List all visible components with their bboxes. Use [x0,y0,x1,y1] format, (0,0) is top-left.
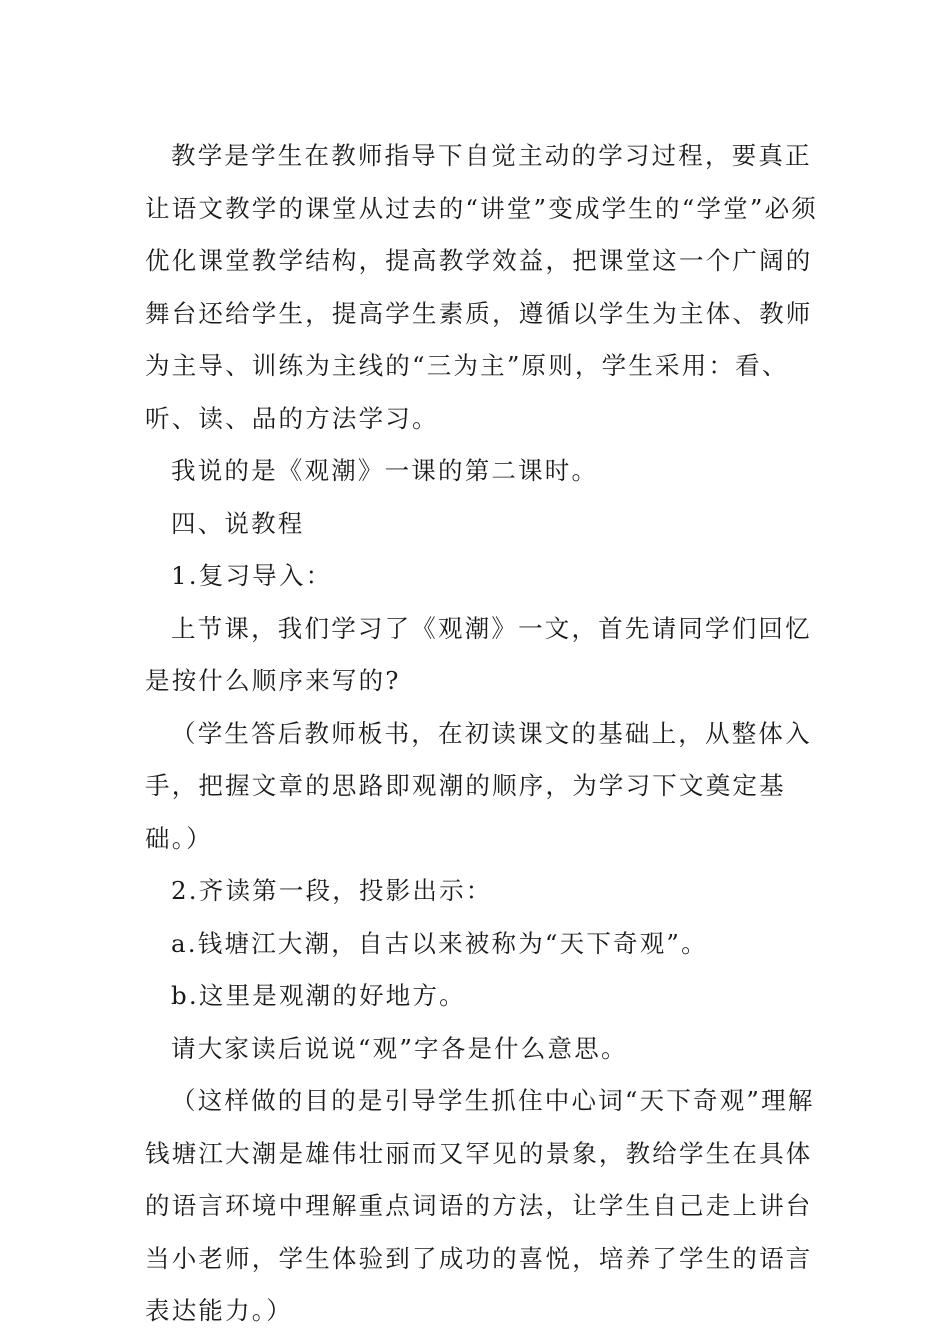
step-heading-review: 1.复习导入： [171,561,333,590]
paragraph-meaning-question: 请大家读后说说“观”字各是什么意思。 [171,1033,628,1063]
paragraph-review-note: （学生答后教师板书，在初读课文的基础上，从整体入手，把握文章的思路即观潮的顺序，为学习下文奠定基础。） [145,718,812,853]
projection-item-a: a.钱塘江大潮，自古以来被称为“天下奇观”。 [171,928,708,958]
section-heading-teaching-process: 四、说教程 [171,508,305,538]
paragraph-lesson-intro: 我说的是《观潮》一课的第二课时。 [171,456,599,485]
projection-item-b: b.这里是观潮的好地方。 [171,981,466,1010]
document-body [145,130,825,1338]
step-heading-read-first-section: 2.齐读第一段，投影出示： [171,876,493,905]
paragraph-teaching-philosophy: 教学是学生在教师指导下自觉主动的学习过程，要真正让语文教学的课堂从过去的“讲堂”变成学生的“学堂”必须优化课堂教学结构，提高教学效益，把课堂这一个广阔的舞台还给学生，提高学生素质，遵循以学生为主体、教师为主导、训练为主线的“三为主”原则，学生采用：看、听、读、品的方法学习。 [145,141,818,433]
paragraph-purpose-note: （这样做的目的是引导学生抓住中心词“天下奇观”理解钱塘江大潮是雄伟壮丽而又罕见的景象，教给学生在具体的语言环境中理解重点词语的方法，让学生自己走上讲台当小老师，学生体验到了成功的喜悦，培养了学生的语言表达能力。） [145,1086,815,1325]
paragraph-review-question: 上节课，我们学习了《观潮》一文，首先请同学们回忆是按什么顺序来写的? [145,613,812,695]
